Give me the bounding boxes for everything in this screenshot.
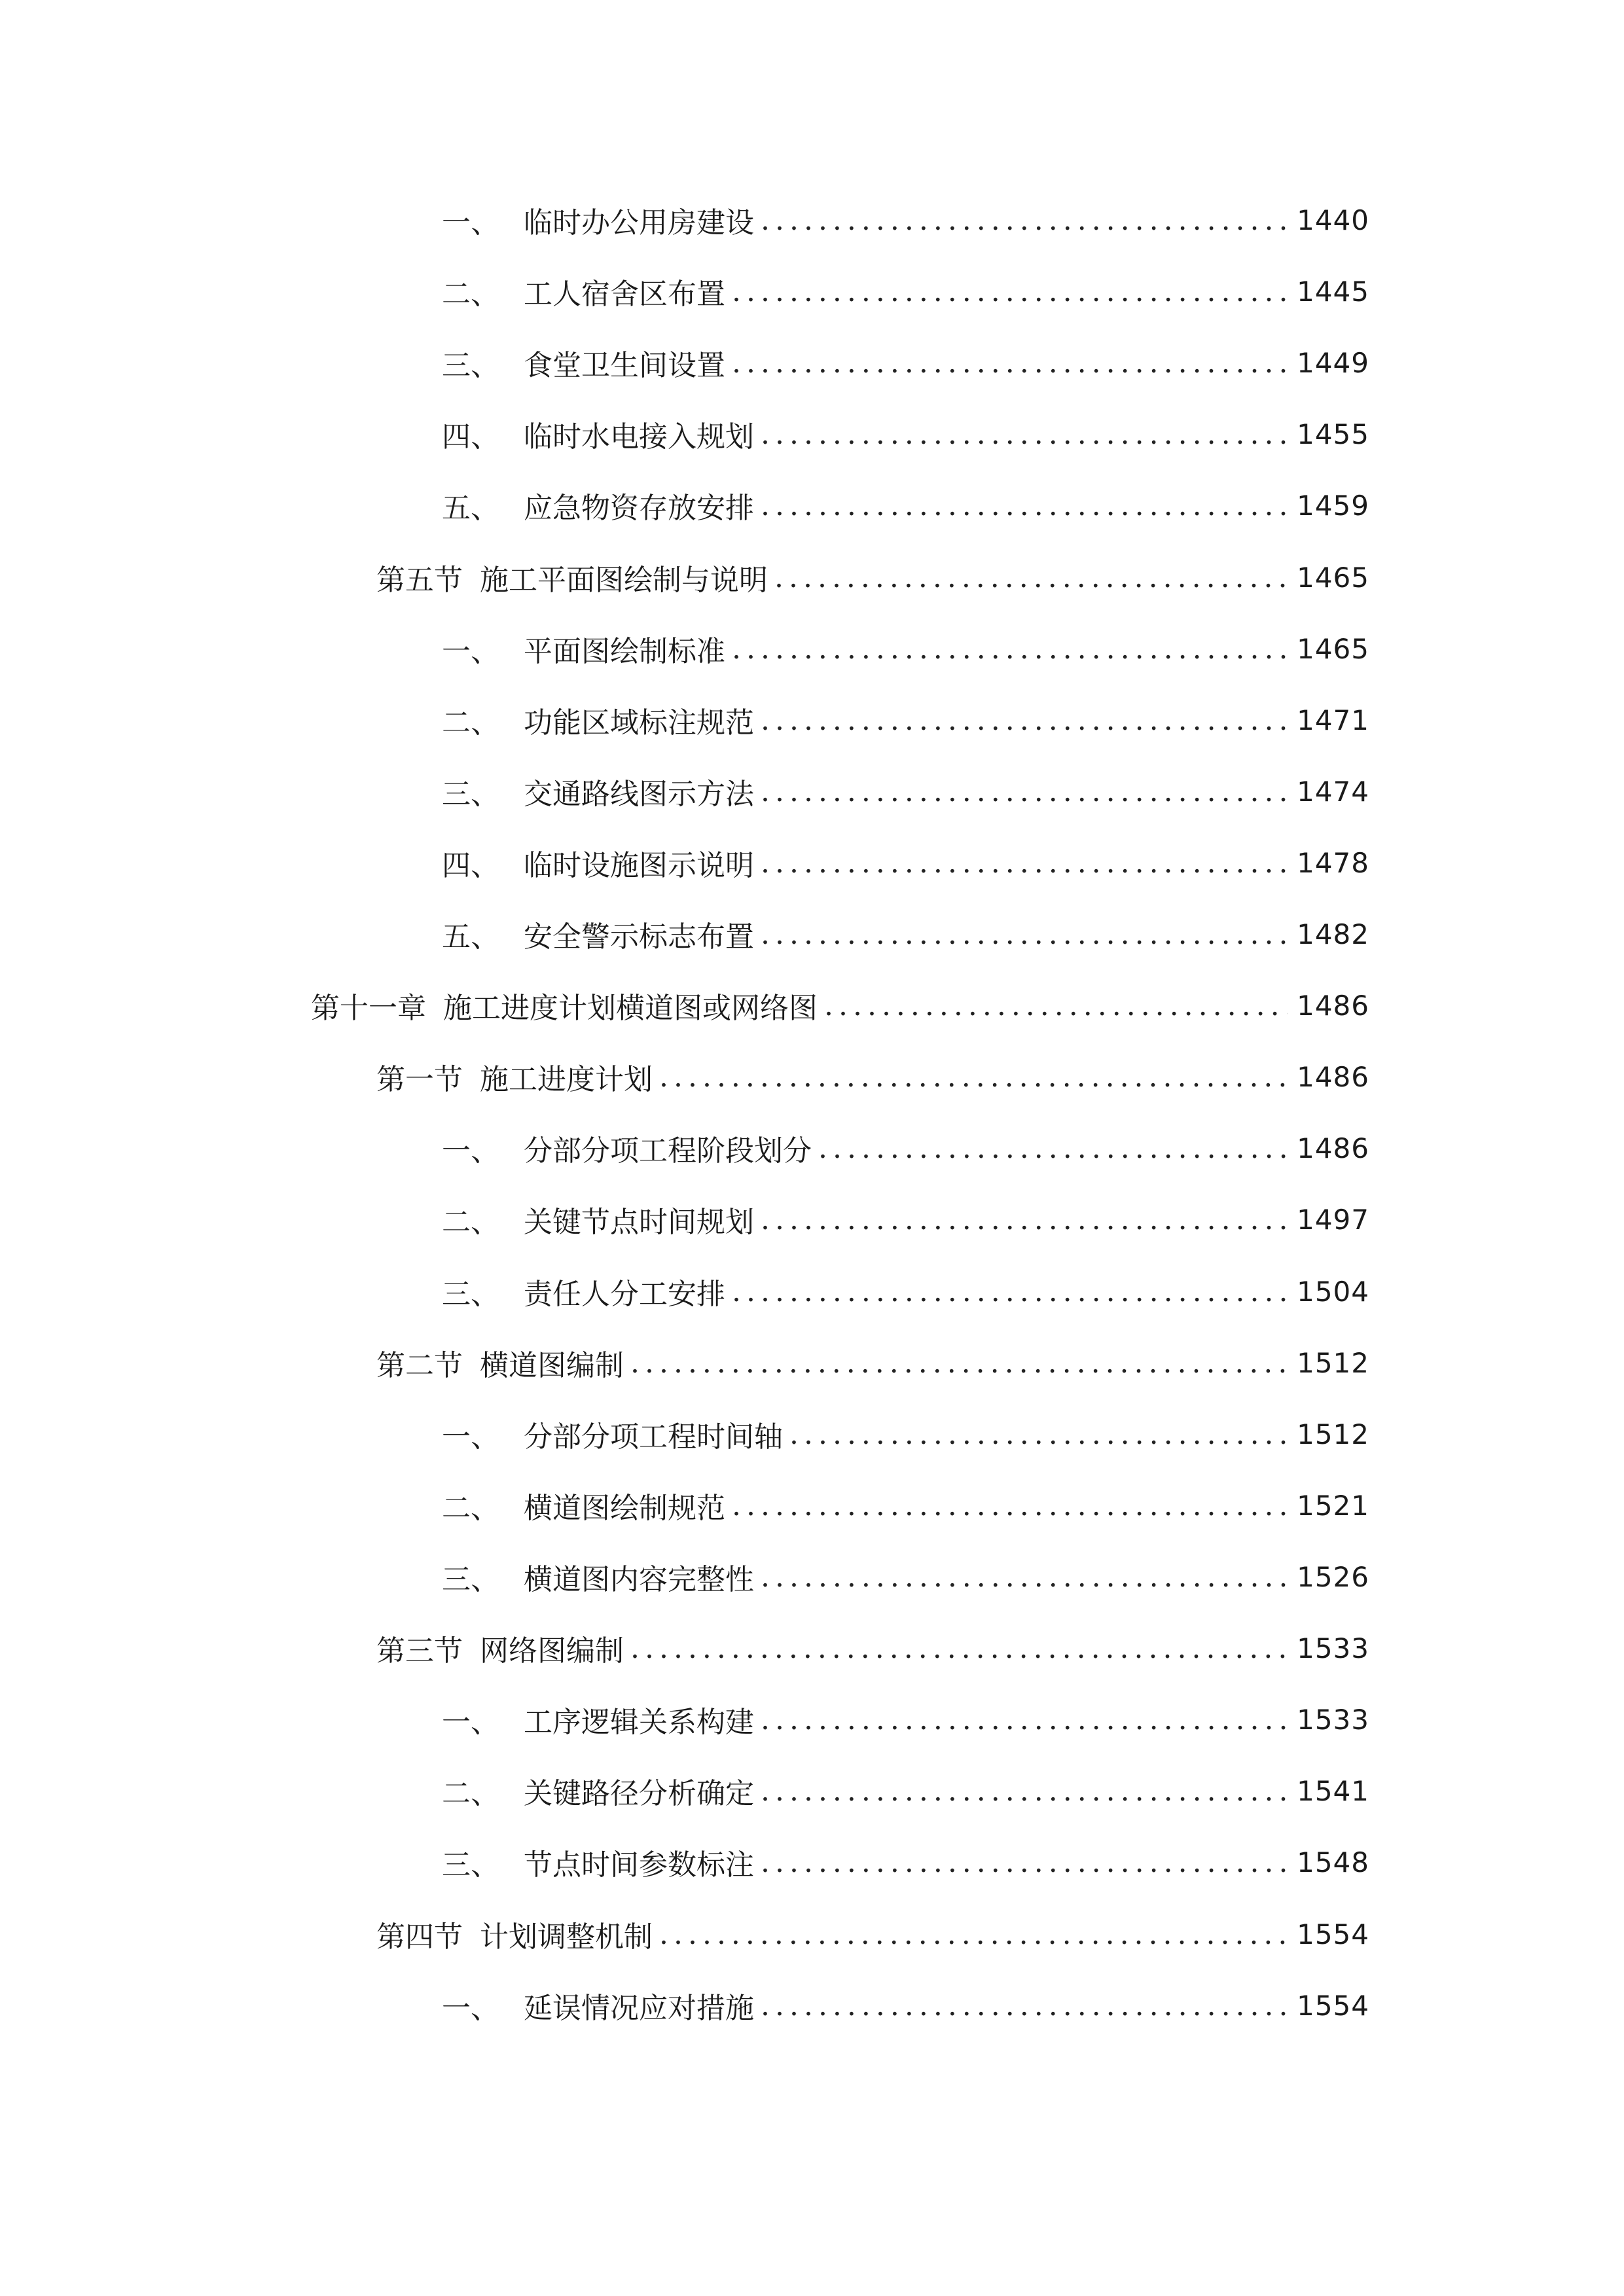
toc-entry-number: 五、 [442, 920, 499, 954]
dot-leader [761, 489, 1288, 522]
toc-entry[interactable] [442, 1979, 1369, 2032]
toc-entry[interactable] [442, 1408, 1369, 1460]
toc-entry-number: 三、 [442, 778, 499, 811]
toc-entry-page: 1554 [1297, 1989, 1369, 2022]
toc-entry-number: 二、 [442, 1777, 499, 1810]
toc-entry-number: 二、 [442, 1492, 499, 1525]
toc-entry-page: 1465 [1297, 561, 1369, 594]
toc-entry-page: 1474 [1297, 775, 1369, 808]
dot-leader [732, 632, 1288, 666]
toc-entry[interactable] [376, 551, 1369, 603]
toc-entry-number: 第五节 [376, 564, 463, 597]
dot-leader [732, 1275, 1288, 1308]
toc-entry-title: 食堂卫生间设置 [524, 349, 725, 382]
toc-entry[interactable] [442, 479, 1369, 531]
toc-entry-title: 网络图编制 [480, 1634, 624, 1668]
toc-entry-number: 第一节 [376, 1063, 463, 1096]
toc-entry-page: 1482 [1297, 918, 1369, 950]
toc-entry-number: 五、 [442, 492, 499, 525]
toc-entry-title: 关键路径分析确定 [524, 1777, 754, 1810]
toc-entry[interactable] [442, 836, 1369, 889]
dot-leader [761, 1203, 1288, 1236]
toc-entry-title: 应急物资存放安排 [524, 492, 754, 525]
dot-leader [761, 1703, 1288, 1736]
toc-entry-title: 交通路线图示方法 [524, 778, 754, 811]
toc-entry-title: 安全警示标志布置 [524, 920, 754, 954]
toc-entry-page: 1486 [1297, 1132, 1369, 1164]
toc-entry-title: 责任人分工安排 [524, 1278, 725, 1311]
toc-entry-page: 1504 [1297, 1275, 1369, 1308]
dot-leader [761, 1560, 1288, 1594]
toc-entry[interactable] [442, 1765, 1369, 1817]
toc-entry[interactable] [376, 1050, 1369, 1103]
toc-entry[interactable] [442, 694, 1369, 746]
toc-entry[interactable] [442, 1693, 1369, 1746]
toc-entry-page: 1512 [1297, 1346, 1369, 1379]
toc-entry-title: 施工平面图绘制与说明 [480, 564, 768, 597]
toc-entry-number: 一、 [442, 1992, 499, 2025]
toc-entry-number: 四、 [442, 849, 499, 882]
toc-entry-number: 四、 [442, 420, 499, 454]
toc-entry-page: 1541 [1297, 1774, 1369, 1807]
toc-entry-page: 1533 [1297, 1632, 1369, 1664]
dot-leader [761, 204, 1288, 237]
toc-entry-title: 功能区域标注规范 [524, 706, 754, 740]
toc-entry[interactable] [442, 908, 1369, 960]
dot-leader [630, 1632, 1288, 1665]
toc-entry-number: 三、 [442, 349, 499, 382]
toc-entry-number: 第三节 [376, 1634, 463, 1668]
dot-leader [761, 704, 1288, 737]
toc-entry-page: 1478 [1297, 846, 1369, 879]
dot-leader [630, 1346, 1288, 1380]
toc-entry[interactable] [442, 1479, 1369, 1532]
dot-leader [818, 1132, 1288, 1165]
toc-entry-page: 1471 [1297, 704, 1369, 736]
toc-entry-number: 一、 [442, 206, 499, 240]
dot-leader [659, 1918, 1288, 1951]
toc-entry-page: 1459 [1297, 489, 1369, 522]
dot-leader [761, 846, 1288, 880]
toc-entry-title: 施工进度计划 [480, 1063, 653, 1096]
toc-entry[interactable] [442, 408, 1369, 460]
toc-entry-title: 横道图内容完整性 [524, 1563, 754, 1596]
toc-entry[interactable] [311, 979, 1369, 1031]
toc-entry-page: 1486 [1297, 1060, 1369, 1093]
dot-leader [761, 1846, 1288, 1879]
dot-leader [732, 346, 1288, 380]
toc-entry-title: 施工进度计划横道图或网络图 [443, 992, 818, 1025]
toc-entry-title: 横道图绘制规范 [524, 1492, 725, 1525]
toc-entry-number: 一、 [442, 635, 499, 668]
toc-entry-title: 工人宿舍区布置 [524, 278, 725, 311]
dot-leader [761, 1989, 1288, 2022]
toc-entry[interactable] [442, 336, 1369, 389]
dot-leader [824, 989, 1288, 1022]
dot-leader [761, 1774, 1288, 1808]
dot-leader [761, 918, 1288, 951]
toc-entry[interactable] [442, 1836, 1369, 1888]
toc-entry-page: 1445 [1297, 275, 1369, 308]
toc-entry-page: 1554 [1297, 1918, 1369, 1950]
toc-entry-number: 二、 [442, 278, 499, 311]
dot-leader [732, 1489, 1288, 1522]
toc-entry-number: 一、 [442, 1706, 499, 1739]
toc-entry[interactable] [376, 1908, 1369, 1960]
toc-entry[interactable] [442, 765, 1369, 817]
toc-entry[interactable] [442, 1551, 1369, 1603]
dot-leader [789, 1418, 1288, 1451]
toc-entry-number: 三、 [442, 1278, 499, 1311]
toc-entry-page: 1526 [1297, 1560, 1369, 1593]
toc-entry-page: 1465 [1297, 632, 1369, 665]
toc-entry-page: 1497 [1297, 1203, 1369, 1236]
toc-entry-number: 二、 [442, 706, 499, 740]
toc-entry-number: 一、 [442, 1134, 499, 1168]
toc-entry-page: 1449 [1297, 346, 1369, 379]
dot-leader [761, 775, 1288, 808]
toc-entry-page: 1455 [1297, 418, 1369, 450]
toc-entry[interactable] [442, 622, 1369, 675]
toc-entry-title: 平面图绘制标准 [524, 635, 725, 668]
toc-entry[interactable] [442, 1193, 1369, 1246]
toc-entry-title: 分部分项工程时间轴 [524, 1420, 783, 1454]
toc-entry-page: 1521 [1297, 1489, 1369, 1522]
toc-entry-title: 节点时间参数标注 [524, 1848, 754, 1882]
toc-entry-title: 临时水电接入规划 [524, 420, 754, 454]
toc-entry-title: 横道图编制 [480, 1349, 624, 1382]
dot-leader [659, 1060, 1288, 1094]
toc-entry-page: 1548 [1297, 1846, 1369, 1878]
toc-entry[interactable] [442, 1122, 1369, 1174]
toc-entry-page: 1486 [1297, 989, 1369, 1022]
toc-entry[interactable] [442, 1265, 1369, 1318]
toc-entry-page: 1512 [1297, 1418, 1369, 1450]
toc-entry-number: 二、 [442, 1206, 499, 1239]
toc-entry-number: 三、 [442, 1563, 499, 1596]
toc-entry-title: 计划调整机制 [480, 1920, 653, 1954]
toc-entry-page: 1533 [1297, 1703, 1369, 1736]
toc-entry-number: 第四节 [376, 1920, 463, 1954]
toc-entry-number: 三、 [442, 1848, 499, 1882]
dot-leader [761, 418, 1288, 451]
toc-entry-title: 工序逻辑关系构建 [524, 1706, 754, 1739]
dot-leader [774, 561, 1288, 594]
toc-entry[interactable] [376, 1336, 1369, 1389]
toc-entry[interactable] [442, 194, 1369, 246]
toc-entry-title: 延误情况应对措施 [524, 1992, 754, 2025]
toc-entry-page: 1440 [1297, 204, 1369, 236]
toc-entry[interactable] [442, 265, 1369, 317]
toc-entry-number: 第二节 [376, 1349, 463, 1382]
toc-entry-number: 一、 [442, 1420, 499, 1454]
toc-entry-title: 关键节点时间规划 [524, 1206, 754, 1239]
toc-entry-title: 分部分项工程阶段划分 [524, 1134, 812, 1168]
toc-entry-number: 第十一章 [311, 992, 426, 1025]
dot-leader [732, 275, 1288, 308]
toc-entry-title: 临时办公用房建设 [524, 206, 754, 240]
toc-entry[interactable] [376, 1622, 1369, 1674]
toc-entry-title: 临时设施图示说明 [524, 849, 754, 882]
